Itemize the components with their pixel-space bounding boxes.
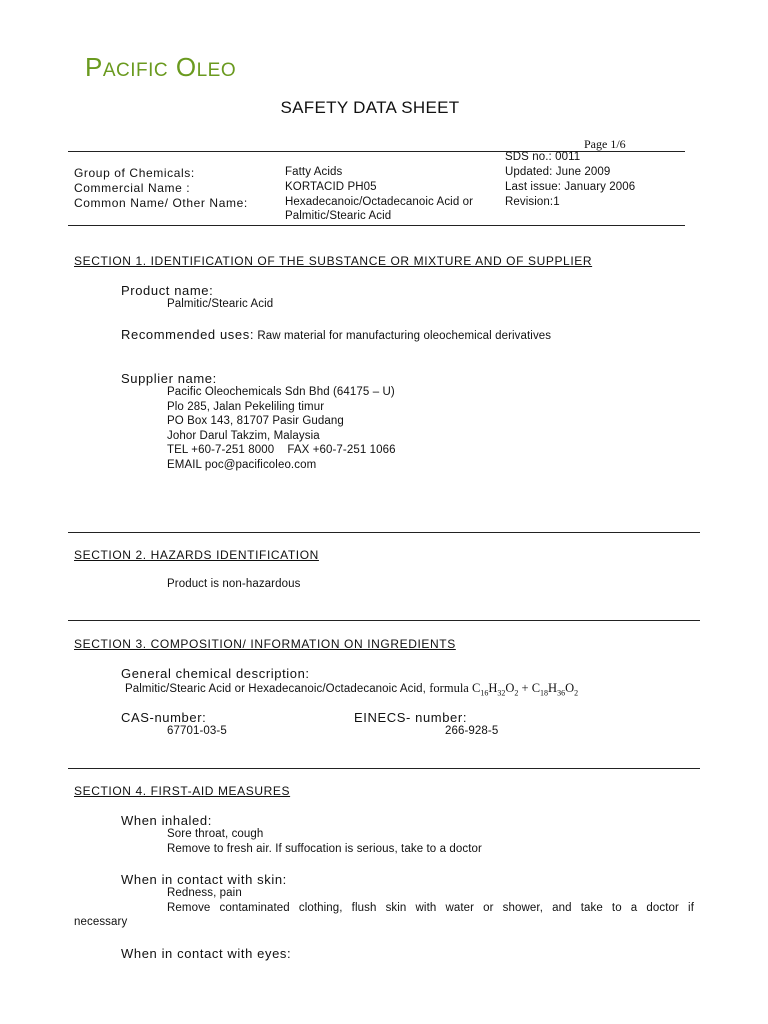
inhaled-symptoms: Sore throat, cough (167, 828, 264, 840)
formula-symbol: C (471, 681, 481, 695)
section-divider (68, 620, 700, 621)
product-name-value: Palmitic/Stearic Acid (167, 298, 274, 310)
cas-number-label: CAS-number: (121, 710, 207, 725)
section1-heading: SECTION 1. IDENTIFICATION OF THE SUBSTANCE OR MIXTURE AND OF SUPPLIER (74, 254, 593, 268)
formula-symbol: O (565, 681, 575, 695)
group-label: Group of Chemicals: (74, 166, 195, 180)
einecs-number-value: 266-928-5 (445, 725, 499, 737)
inhaled-label: When inhaled: (121, 813, 212, 828)
section-divider (68, 768, 700, 769)
supplier-line: Johor Darul Takzim, Malaysia (167, 430, 320, 442)
section-divider (68, 532, 700, 533)
section3-heading: SECTION 3. COMPOSITION/ INFORMATION ON INGREDIENTS (74, 637, 456, 651)
recommended-uses-label: Recommended uses: (121, 327, 255, 342)
formula-plus: + (521, 681, 529, 695)
logo-letters-leo: LEO (196, 60, 237, 81)
supplier-line: EMAIL poc@pacificoleo.com (167, 459, 317, 471)
skin-contact-label: When in contact with skin: (121, 872, 287, 887)
chemical-formula (429, 681, 579, 698)
revision: Revision:1 (505, 196, 560, 208)
last-issue: Last issue: January 2006 (505, 181, 636, 193)
common-name-label: Common Name/ Other Name: (74, 196, 248, 210)
supplier-label: Supplier name: (121, 371, 217, 386)
commercial-name-label: Commercial Name : (74, 181, 191, 195)
eye-contact-label: When in contact with eyes: (121, 946, 292, 961)
formula-subscript: 2 (514, 688, 519, 698)
formula-symbol: H (488, 681, 498, 695)
formula-subscript: 36 (557, 688, 566, 698)
supplier-line: Plo 285, Jalan Pekeliling timur (167, 401, 325, 413)
formula-subscript: 16 (480, 688, 489, 698)
commercial-name-value: KORTACID PH05 (285, 181, 377, 193)
group-value: Fatty Acids (285, 166, 343, 178)
hazard-statement: Product is non-hazardous (167, 578, 301, 590)
skin-symptoms: Redness, pain (167, 887, 242, 899)
recommended-uses-value: Raw material for manufacturing oleochemical derivatives (257, 330, 552, 342)
formula-word: formula (429, 681, 469, 695)
company-logo (85, 52, 236, 83)
formula-subscript: 18 (540, 688, 549, 698)
inhaled-action: Remove to fresh air. If suffocation is serious, take to a doctor (167, 843, 482, 855)
formula-subscript: 2 (574, 688, 579, 698)
section2-heading: SECTION 2. HAZARDS IDENTIFICATION (74, 548, 319, 562)
section4-heading: SECTION 4. FIRST-AID MEASURES (74, 784, 291, 798)
skin-action-cont: necessary (74, 916, 128, 928)
logo-letter-o: O (175, 52, 197, 82)
logo-letter-p: P (85, 52, 103, 82)
document-title: SAFETY DATA SHEET (280, 98, 460, 117)
common-name-value: Hexadecanoic/Octadecanoic Acid or (285, 196, 474, 208)
general-description-value: Palmitic/Stearic Acid or Hexadecanoic/Octadecanoic Acid, (125, 683, 426, 695)
logo-letters-acific: ACIFIC (102, 60, 169, 81)
header-rule-bottom (68, 225, 685, 226)
general-description-label: General chemical description: (121, 666, 310, 681)
cas-number-value: 67701-03-5 (167, 725, 227, 737)
updated-date: Updated: June 2009 (505, 166, 611, 178)
einecs-number-label: EINECS- number: (354, 710, 468, 725)
skin-action: Remove contaminated clothing, flush skin with water or shower, and take to a doctor if (167, 902, 694, 914)
common-name-value-cont: Palmitic/Stearic Acid (285, 210, 392, 222)
sds-number: SDS no.: 0011 (505, 151, 581, 163)
general-description (125, 681, 578, 698)
formula-symbol: O (505, 681, 515, 695)
formula-symbol: C (531, 681, 541, 695)
formula-subscript: 32 (497, 688, 506, 698)
formula-symbol: H (548, 681, 558, 695)
header-rule-top (68, 151, 685, 152)
recommended-uses (121, 327, 551, 342)
supplier-line: TEL +60-7-251 8000 FAX +60-7-251 1066 (167, 444, 396, 456)
supplier-line: Pacific Oleochemicals Sdn Bhd (64175 – U) (167, 386, 395, 398)
supplier-line: PO Box 143, 81707 Pasir Gudang (167, 415, 344, 427)
page-number: Page 1/6 (584, 137, 626, 151)
product-name-label: Product name: (121, 283, 214, 298)
